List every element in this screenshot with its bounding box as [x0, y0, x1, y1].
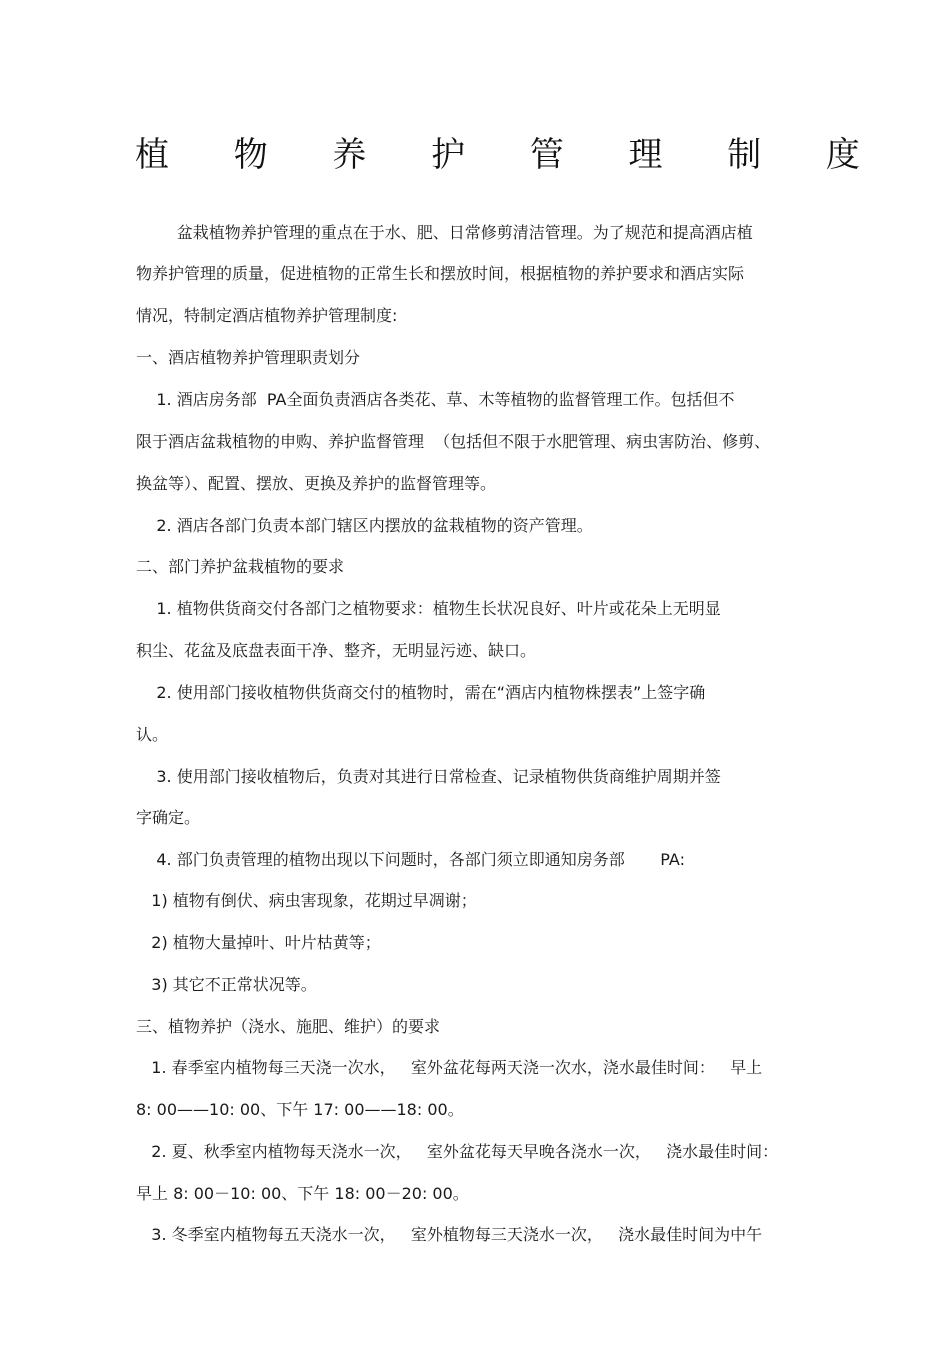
list-item: 2) 植物大量掉叶、叶片枯黄等；	[136, 933, 381, 952]
paragraph-line: 1. 植物供货商交付各部门之植物要求：植物生长状况良好、叶片或花朵上无明显	[136, 599, 721, 618]
title-char: 制	[727, 135, 762, 175]
paragraph-line: 换盆等）、配置、摆放、更换及养护的监督管理等。	[136, 474, 497, 493]
paragraph-line: 2. 酒店各部门负责本部门辖区内摆放的盆栽植物的资产管理。	[136, 516, 593, 535]
section-heading-3: 三、植物养护（浇水、施肥、维护）的要求	[136, 1017, 441, 1036]
title-char: 物	[233, 135, 268, 175]
title-char: 理	[628, 135, 663, 175]
list-item: 3) 其它不正常状况等。	[136, 975, 317, 994]
paragraph-line: 8: 00——10: 00、下午 17: 00——18: 00。	[136, 1100, 464, 1119]
title-char: 护	[431, 135, 466, 175]
paragraph-line: 1. 酒店房务部 PA全面负责酒店各类花、草、木等植物的监督管理工作。包括但不	[136, 390, 735, 409]
title-char: 管	[529, 135, 564, 175]
paragraph-line: 3. 冬季室内植物每五天浇水一次， 室外植物每三天浇水一次， 浇水最佳时间为中午	[136, 1225, 763, 1244]
paragraph-line: 3. 使用部门接收植物后，负责对其进行日常检查、记录植物供货商维护周期并签	[136, 767, 721, 786]
paragraph-line: 字确定。	[136, 808, 201, 827]
document-title	[135, 132, 860, 178]
section-heading-2: 二、部门养护盆栽植物的要求	[136, 557, 345, 576]
paragraph-line: 积尘、花盆及底盘表面干净、整齐，无明显污迹、缺口。	[136, 641, 537, 660]
list-item: 1) 植物有倒伏、病虫害现象，花期过早凋谢；	[136, 891, 477, 910]
paragraph-line: 早上 8: 00－10: 00、下午 18: 00－20: 00。	[136, 1184, 469, 1203]
paragraph-line: 2. 夏、秋季室内植物每天浇水一次， 室外盆花每天早晚各浇水一次， 浇水最佳时间：	[136, 1142, 779, 1161]
intro-line-3: 情况，特制定酒店植物养护管理制度:	[136, 306, 398, 325]
section-heading-1: 一、酒店植物养护管理职责划分	[136, 348, 361, 367]
title-char: 度	[825, 135, 860, 175]
title-char: 植	[135, 135, 169, 175]
intro-line-2: 物养护管理的质量，促进植物的正常生长和摆放时间，根据植物的养护要求和酒店实际	[136, 264, 745, 283]
paragraph-line: 认。	[136, 725, 169, 744]
title-char: 养	[332, 135, 367, 175]
paragraph-line: 2. 使用部门接收植物供货商交付的植物时，需在“酒店内植物株摆表”上签字确	[136, 683, 706, 702]
paragraph-line: 1. 春季室内植物每三天浇一次水， 室外盆花每两天浇一次水，浇水最佳时间： 早上	[136, 1058, 763, 1077]
intro-line-1: 盆栽植物养护管理的重点在于水、肥、日常修剪清洁管理。为了规范和提高酒店植	[136, 223, 753, 242]
paragraph-line: 4. 部门负责管理的植物出现以下问题时，各部门须立即通知房务部 PA:	[136, 850, 685, 869]
paragraph-line: 限于酒店盆栽植物的申购、养护监督管理 （包括但不限于水肥管理、病虫害防治、修剪、	[136, 432, 771, 451]
